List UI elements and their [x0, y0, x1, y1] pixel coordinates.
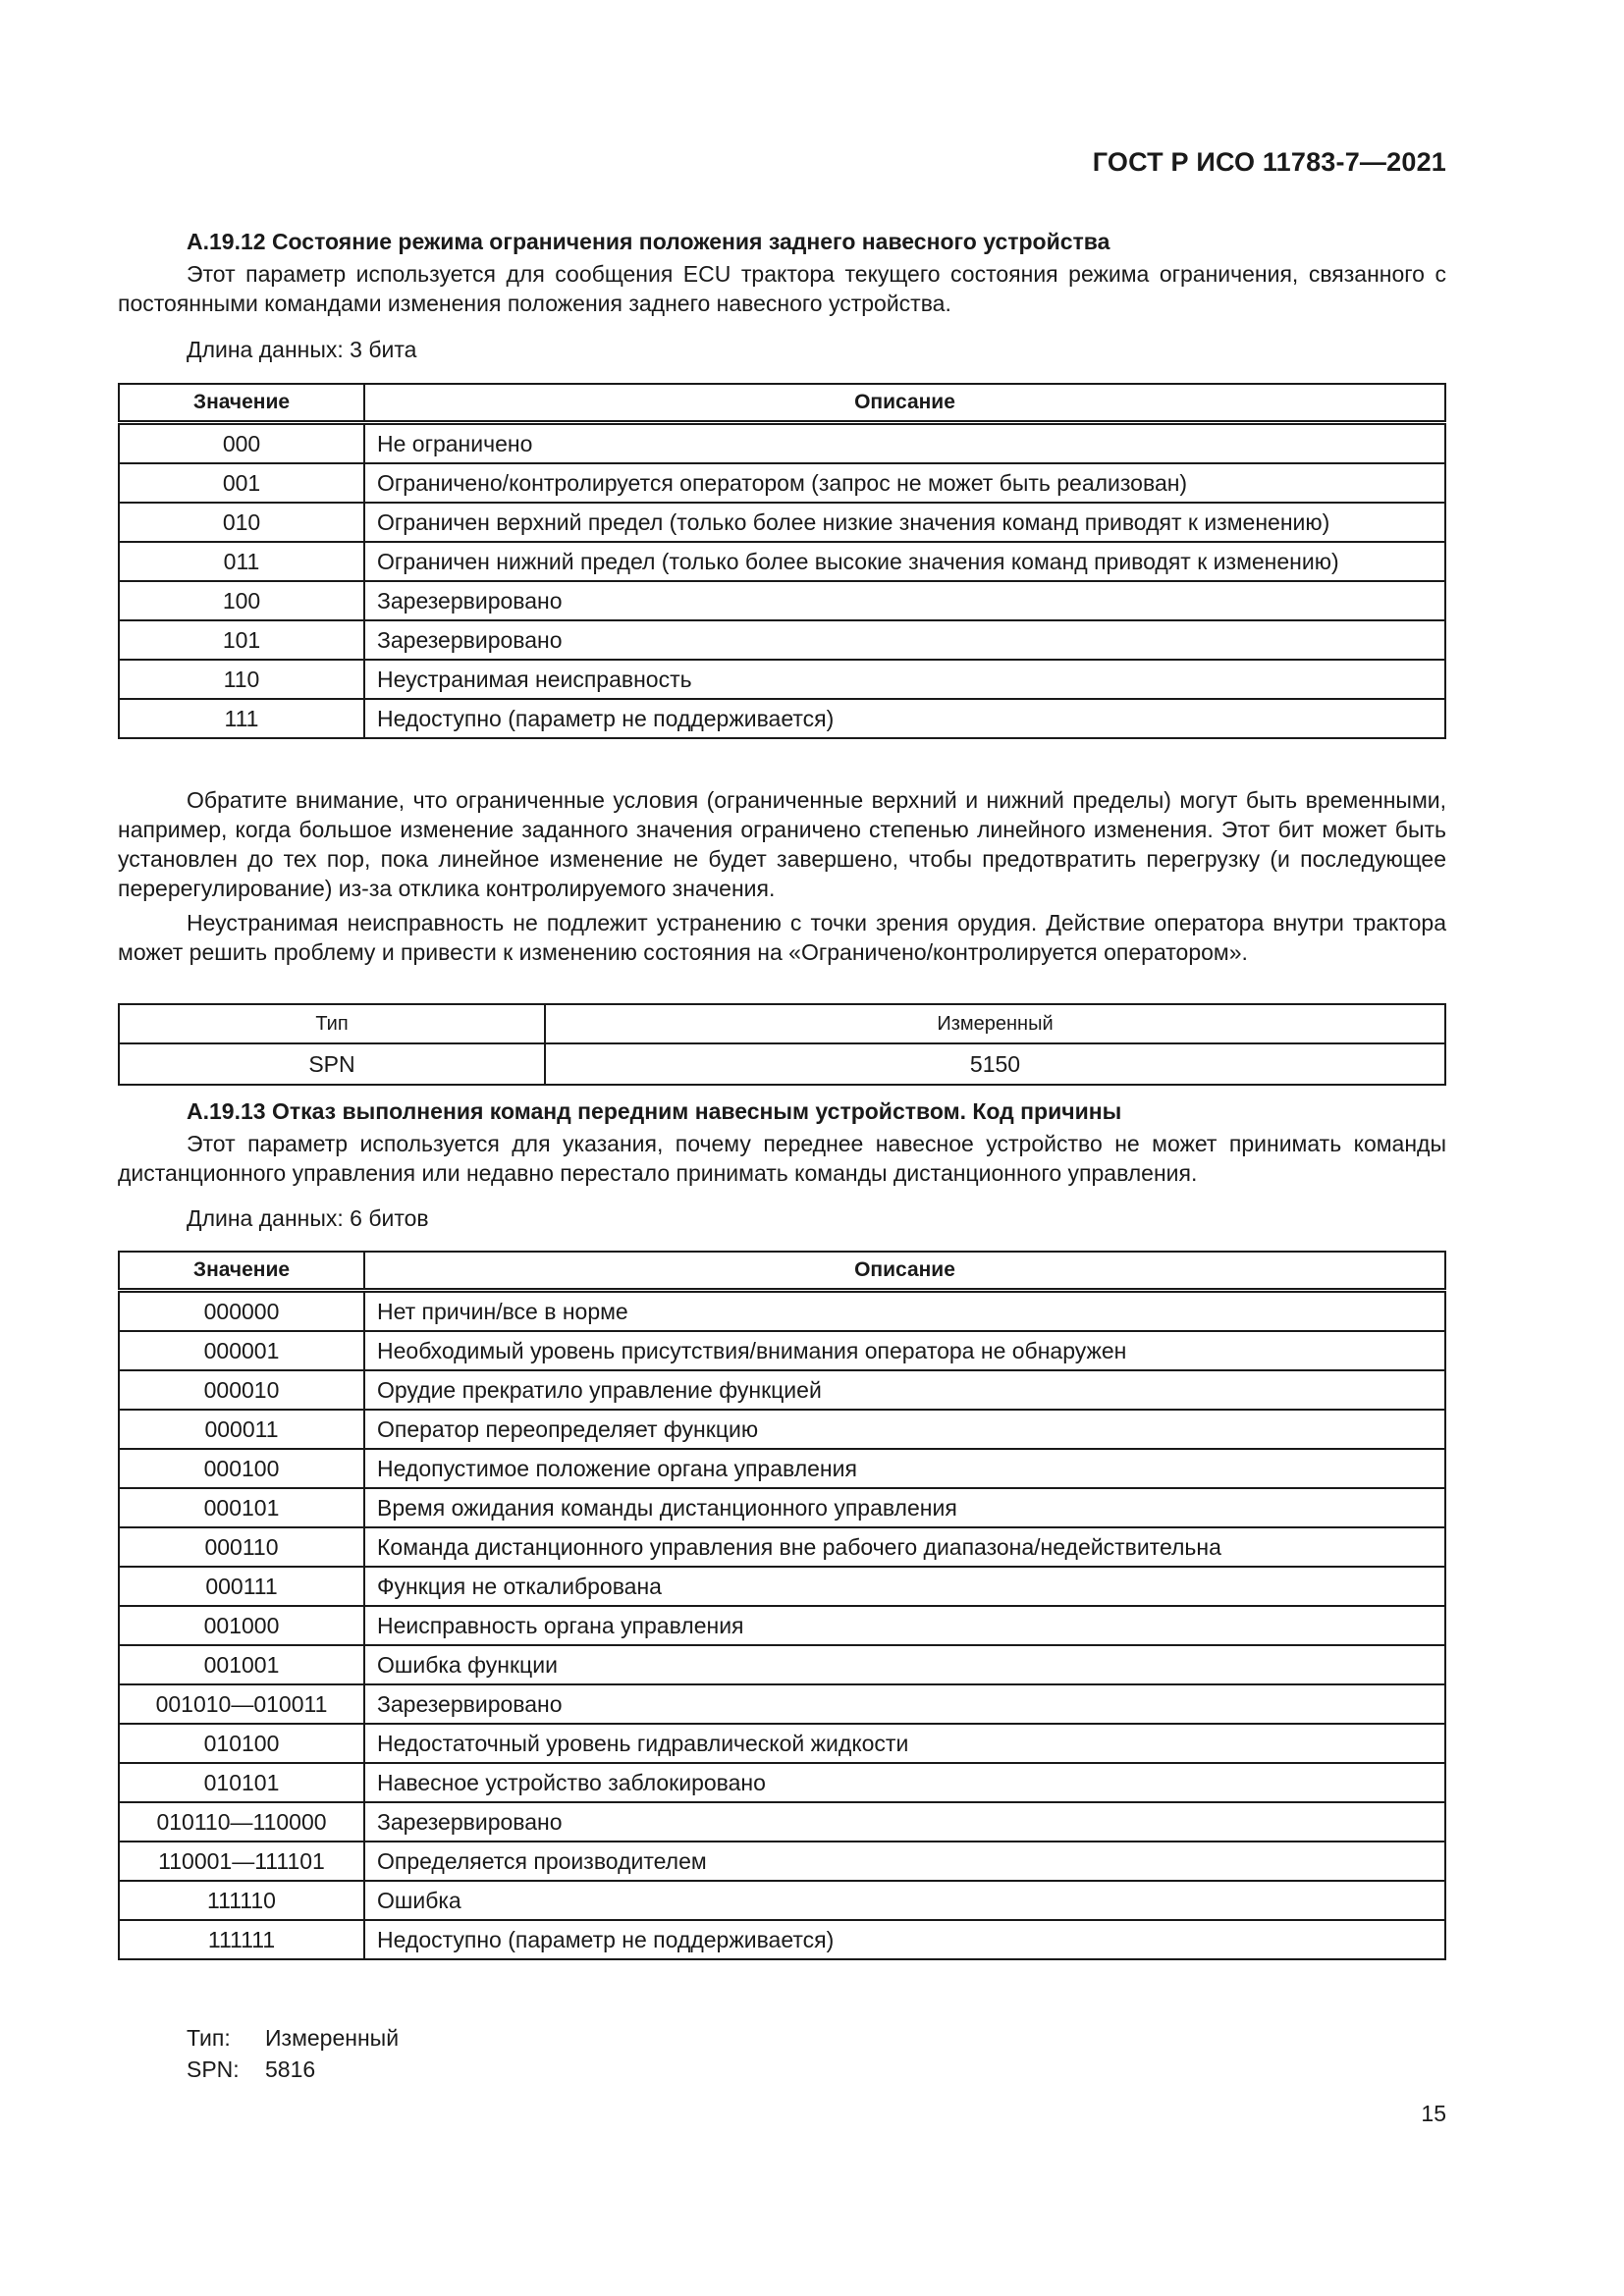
note-paragraph-2: Неустранимая неисправность не подлежит устранению с точки зрения орудия. Действие оператора внутри трактора может решить проблему и привести к изменению состояния на «Ограничено/контролируется оператором».	[118, 910, 1446, 965]
section-intro-a19-13: Этот параметр используется для указания, почему переднее навесное устройство не может принимать команды дистанционного управления или недавно перестало принимать команды дистанционного управления.	[118, 1131, 1446, 1186]
meta-row	[119, 1043, 1445, 1085]
type-label: Тип:	[187, 2025, 231, 2051]
table-row	[119, 503, 1445, 542]
row-description: Нет причин/все в норме	[364, 1291, 1445, 1332]
row-description: Функция не откалибрована	[364, 1567, 1445, 1606]
table-row	[119, 1370, 1445, 1410]
table-row	[119, 1645, 1445, 1684]
row-value: 010101	[119, 1763, 364, 1802]
table-row	[119, 699, 1445, 738]
table-row	[119, 1920, 1445, 1959]
spn-value: 5816	[265, 2056, 316, 2082]
table-row	[119, 1331, 1445, 1370]
row-value: 111	[119, 699, 364, 738]
row-description: Зарезервировано	[364, 1802, 1445, 1842]
table-row	[119, 1881, 1445, 1920]
row-description: Ошибка функции	[364, 1645, 1445, 1684]
table-row	[119, 1763, 1445, 1802]
table-row	[119, 1488, 1445, 1527]
row-description: Оператор переопределяет функцию	[364, 1410, 1445, 1449]
row-value: 111110	[119, 1881, 364, 1920]
section-intro-a19-12: Этот параметр используется для сообщения ECU трактора текущего состояния режима ограничения, связанного с постоянными командами изменения положения заднего навесного устройства.	[118, 261, 1446, 316]
row-description: Недоступно (параметр не поддерживается)	[364, 1920, 1445, 1959]
table-row	[119, 423, 1445, 464]
row-description: Зарезервировано	[364, 581, 1445, 620]
table-row	[119, 1449, 1445, 1488]
row-description: Недоступно (параметр не поддерживается)	[364, 699, 1445, 738]
row-description: Недопустимое положение органа управления	[364, 1449, 1445, 1488]
table-row	[119, 1724, 1445, 1763]
row-description: Время ожидания команды дистанционного управления	[364, 1488, 1445, 1527]
row-description: Ошибка	[364, 1881, 1445, 1920]
meta-type-value: Измеренный	[545, 1004, 1445, 1043]
meta-spn-value: 5150	[545, 1043, 1445, 1085]
row-description: Определяется производителем	[364, 1842, 1445, 1881]
row-description: Необходимый уровень присутствия/внимания оператора не обнаружен	[364, 1331, 1445, 1370]
row-value: 000000	[119, 1291, 364, 1332]
meta-type-label: Тип	[119, 1004, 545, 1043]
row-description: Орудие прекратило управление функцией	[364, 1370, 1445, 1410]
row-value: 000100	[119, 1449, 364, 1488]
table-row	[119, 463, 1445, 503]
note-paragraph-1: Обратите внимание, что ограниченные условия (ограниченные верхний и нижний пределы) могут быть временными, например, когда большое изменение заданного значения ограничено степенью линейного изменения. Этот бит может быть установлен до тех пор, пока линейное изменение не будет завершено, чтобы предотвратить перегрузку (и последующее перерегулирование) из-за отклика контролируемого значения.	[118, 787, 1446, 901]
row-value: 001000	[119, 1606, 364, 1645]
row-value: 001001	[119, 1645, 364, 1684]
row-value: 001010—010011	[119, 1684, 364, 1724]
column-header-value: Значение	[119, 1252, 364, 1291]
values-table-a19-13	[118, 1251, 1446, 1960]
row-description: Навесное устройство заблокировано	[364, 1763, 1445, 1802]
row-value: 011	[119, 542, 364, 581]
row-value: 010110—110000	[119, 1802, 364, 1842]
table-row	[119, 1606, 1445, 1645]
row-value: 000010	[119, 1370, 364, 1410]
row-description: Зарезервировано	[364, 620, 1445, 660]
row-description: Ограничен нижний предел (только более высокие значения команд приводят к изменению)	[364, 542, 1445, 581]
row-value: 001	[119, 463, 364, 503]
table-row	[119, 1802, 1445, 1842]
spn-line	[187, 2054, 315, 2085]
table-row	[119, 1291, 1445, 1332]
section-title-a19-13: А.19.13 Отказ выполнения команд передним навесным устройством. Код причины	[187, 1098, 1122, 1124]
meta-row	[119, 1004, 1445, 1043]
row-description: Неустранимая неисправность	[364, 660, 1445, 699]
table-row	[119, 660, 1445, 699]
table-row	[119, 581, 1445, 620]
row-value: 101	[119, 620, 364, 660]
table-header-row	[119, 384, 1445, 423]
row-value: 110001—111101	[119, 1842, 364, 1881]
table-row	[119, 620, 1445, 660]
table-row	[119, 1842, 1445, 1881]
row-description: Ограничен верхний предел (только более низкие значения команд приводят к изменению)	[364, 503, 1445, 542]
meta-table-a19-12	[118, 1003, 1446, 1086]
row-value: 010	[119, 503, 364, 542]
column-header-value: Значение	[119, 384, 364, 423]
document-header: ГОСТ Р ИСО 11783-7—2021	[1092, 147, 1446, 177]
table-row	[119, 1684, 1445, 1724]
type-line	[187, 2022, 399, 2054]
page-number: 15	[1421, 2101, 1446, 2126]
row-value: 000111	[119, 1567, 364, 1606]
row-description: Недостаточный уровень гидравлической жидкости	[364, 1724, 1445, 1763]
row-description: Зарезервировано	[364, 1684, 1445, 1724]
table-header-row	[119, 1252, 1445, 1291]
row-description: Неисправность органа управления	[364, 1606, 1445, 1645]
column-header-description: Описание	[364, 1252, 1445, 1291]
table-row	[119, 1410, 1445, 1449]
row-description: Не ограничено	[364, 423, 1445, 464]
row-description: Команда дистанционного управления вне рабочего диапазона/недействительна	[364, 1527, 1445, 1567]
data-length-a19-13: Длина данных: 6 битов	[187, 1205, 429, 1231]
meta-spn-label: SPN	[119, 1043, 545, 1085]
row-value: 111111	[119, 1920, 364, 1959]
row-value: 000001	[119, 1331, 364, 1370]
row-value: 000110	[119, 1527, 364, 1567]
section-title-a19-12: А.19.12 Состояние режима ограничения положения заднего навесного устройства	[187, 229, 1110, 254]
values-table-a19-12	[118, 383, 1446, 739]
table-row	[119, 542, 1445, 581]
type-value: Измеренный	[265, 2025, 400, 2051]
column-header-description: Описание	[364, 384, 1445, 423]
spn-label: SPN:	[187, 2056, 240, 2082]
row-value: 000	[119, 423, 364, 464]
table-row	[119, 1567, 1445, 1606]
row-value: 010100	[119, 1724, 364, 1763]
row-value: 000101	[119, 1488, 364, 1527]
table-row	[119, 1527, 1445, 1567]
row-value: 000011	[119, 1410, 364, 1449]
data-length-a19-12: Длина данных: 3 бита	[187, 337, 417, 362]
row-value: 100	[119, 581, 364, 620]
row-description: Ограничено/контролируется оператором (запрос не может быть реализован)	[364, 463, 1445, 503]
row-value: 110	[119, 660, 364, 699]
